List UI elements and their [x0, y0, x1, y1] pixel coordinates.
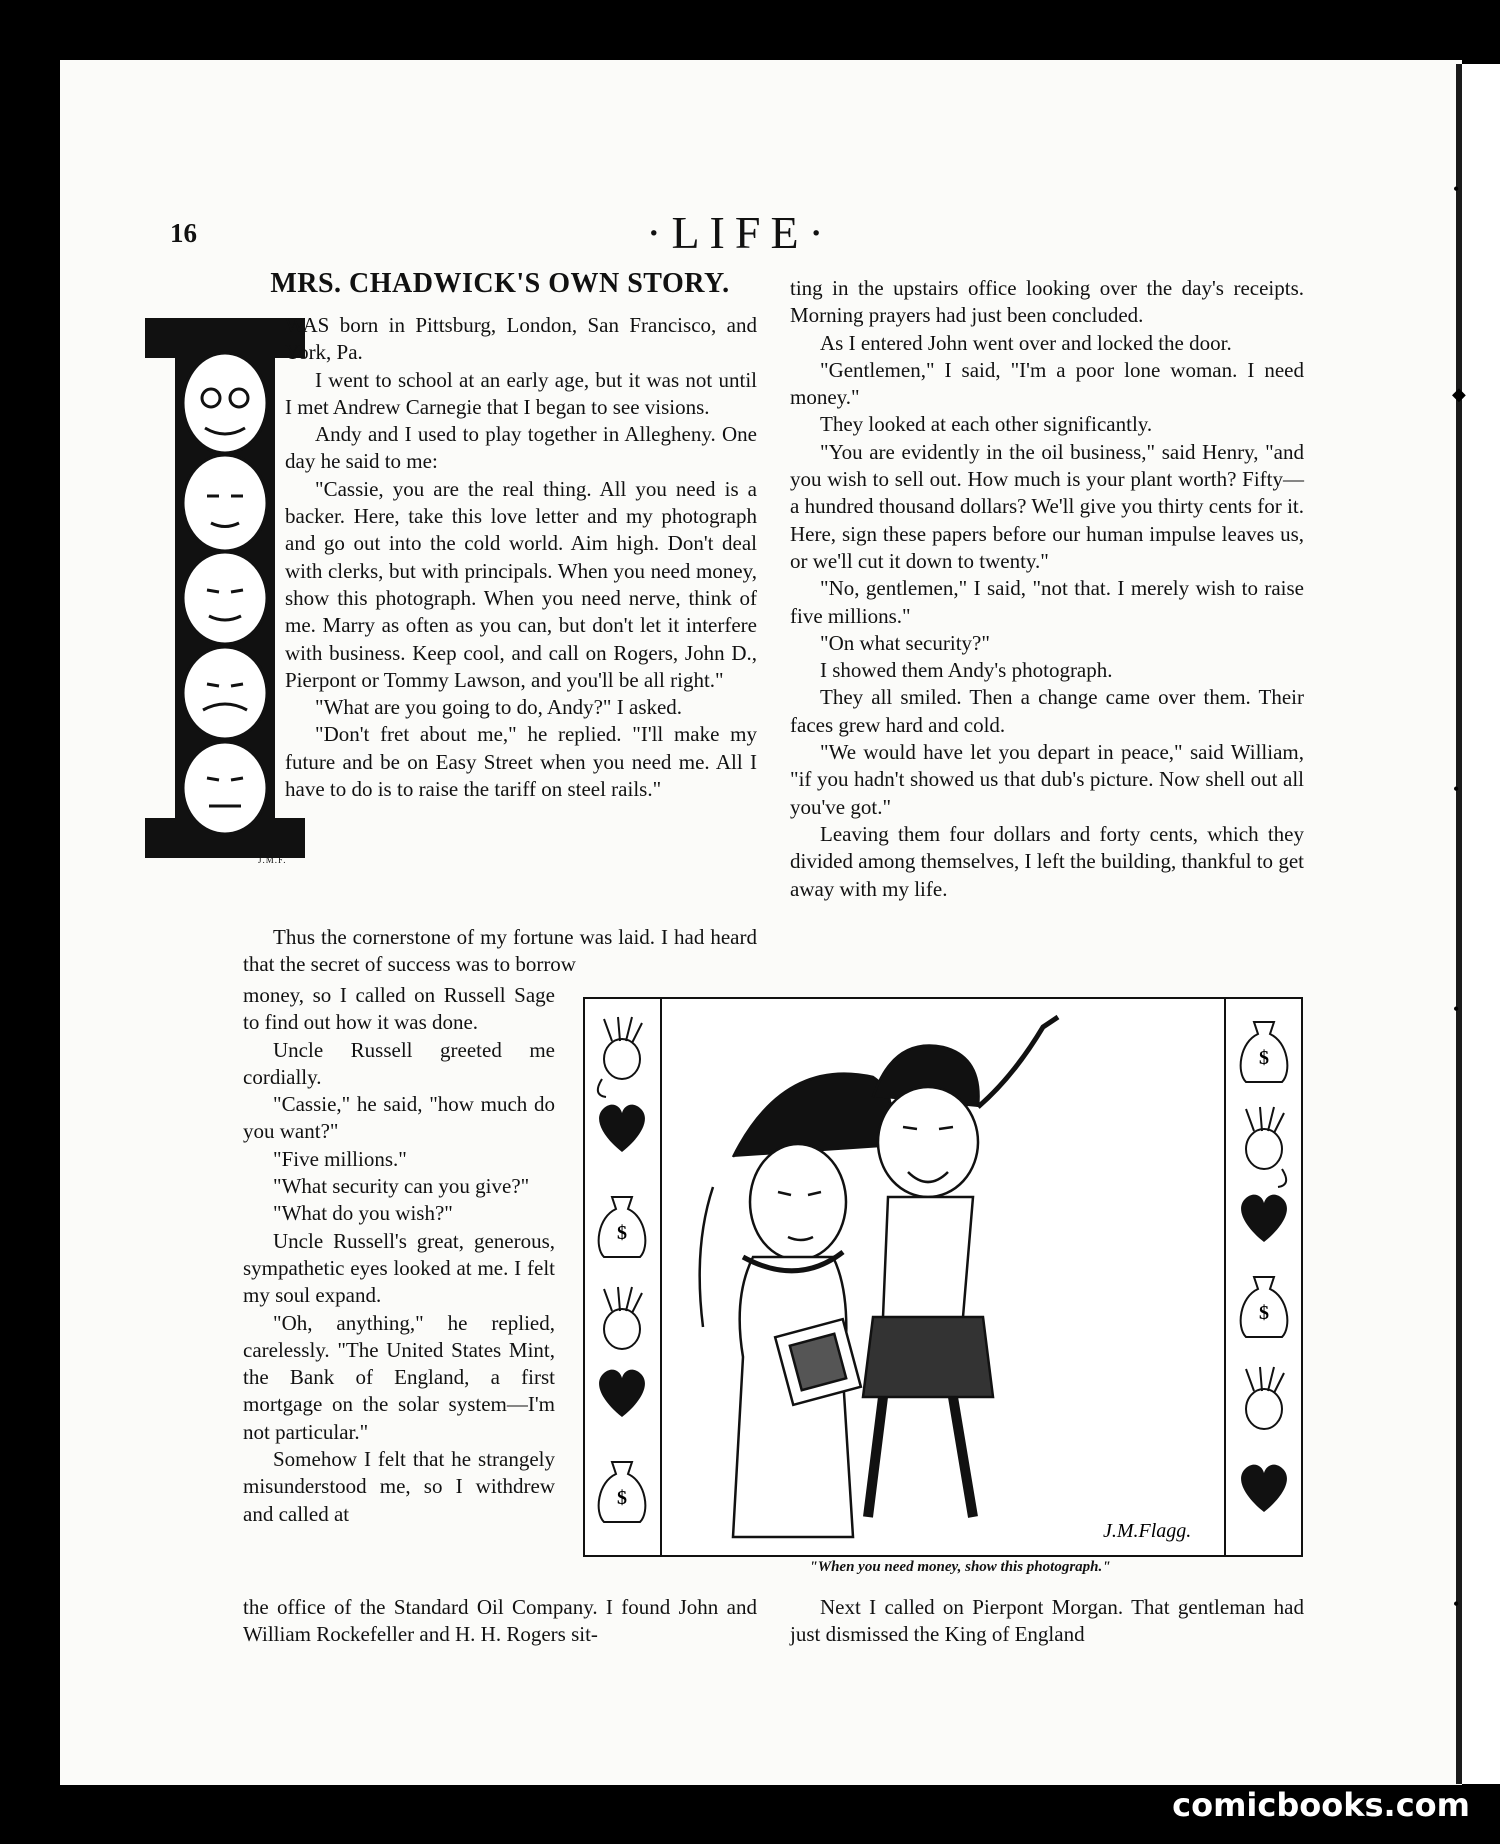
column-1-narrow — [243, 982, 555, 1528]
page-number: 16 — [170, 218, 197, 248]
cartoon-illustration — [583, 997, 1303, 1557]
paragraph: "On what security?" — [820, 630, 990, 655]
illustration-signature: J.M.Flagg. — [1103, 1520, 1192, 1542]
paragraph: "Oh, anything," he replied, carelessly. "The United States Mint, the Bank of England, a first mortgage on the solar system—I'm not particular." — [243, 1310, 555, 1444]
paragraph: money, so I called on Russell Sage to find out how it was done. — [243, 983, 555, 1035]
column-2-bottom — [790, 1594, 1304, 1649]
column-1-top — [285, 312, 757, 803]
watermark: comicbooks.com — [1172, 1786, 1470, 1824]
illustration-caption: "When you need money, show this photograph." — [809, 1559, 1111, 1575]
paragraph: As I entered John went over and locked the door. — [820, 330, 1232, 355]
article-title: MRS. CHADWICK'S OWN STORY. — [270, 268, 730, 299]
column-1-bottom — [243, 1594, 757, 1649]
drop-cap-signature: J.M.F. — [258, 855, 287, 865]
paragraph: "You are evidently in the oil business," said Henry, "and you wish to sell out. How much is your plant worth? Fifty—a hundred thousand dollars? We'll give you thirty cents for it. Here, sign these papers before our human impulse leaves us, or we'll cut it down to twenty." — [790, 439, 1304, 573]
registration-mark: • — [1453, 179, 1460, 199]
paragraph: Next I called on Pierpont Morgan. That gentleman had just dismissed the King of England — [790, 1595, 1304, 1647]
registration-mark: ◆ — [1452, 384, 1466, 404]
paragraph: Uncle Russell's great, generous, sympathetic eyes looked at me. I felt my soul expand. — [243, 1228, 555, 1308]
paragraph: WAS born in Pittsburg, London, San Francisco, and York, Pa. — [285, 313, 757, 365]
drop-cap-illustration — [145, 318, 305, 858]
paragraph: They looked at each other significantly. — [820, 412, 1153, 437]
next-page-edge — [1462, 64, 1500, 1784]
paragraph: "Don't fret about me," he replied. "I'll make my future and be on Easy Street when you need me. All I have to do is to raise the tariff on steel rails." — [285, 722, 757, 802]
paragraph: "What are you going to do, Andy?" I asked. — [315, 695, 683, 720]
paragraph: "What do you wish?" — [273, 1201, 453, 1226]
paragraph: Uncle Russell greeted me cordially. — [243, 1037, 555, 1089]
masthead: ·LIFE· — [646, 207, 834, 258]
paragraph: Somehow I felt that he strangely misunderstood me, so I withdrew and called at — [243, 1447, 555, 1526]
paragraph: Thus the cornerstone of my fortune was laid. I had heard that the secret of success was to borrow — [243, 925, 757, 977]
column-1-continued — [243, 924, 757, 979]
paragraph: "Gentlemen," I said, "I'm a poor lone woman. I need money." — [790, 357, 1304, 410]
paragraph: "We would have let you depart in peace," said William, "if you hadn't showed us that dub's picture. Now shell out all you've got." — [790, 740, 1304, 819]
paragraph: Andy and I used to play together in Allegheny. One day he said to me: — [285, 422, 757, 474]
svg-text:$: $ — [617, 1487, 627, 1509]
paragraph: ting in the upstairs office looking over the day's receipts. Morning prayers had just been concluded. — [790, 276, 1304, 328]
svg-text:$: $ — [1259, 1302, 1269, 1324]
svg-text:$: $ — [1259, 1047, 1269, 1069]
paragraph: I showed them Andy's photograph. — [820, 658, 1113, 683]
paragraph: "No, gentlemen," I said, "not that. I merely wish to raise five millions." — [790, 576, 1304, 628]
registration-mark: • — [1453, 1594, 1460, 1614]
paragraph: "Cassie, you are the real thing. All you need is a backer. Here, take this love letter and my photograph and go out into the cold world. Aim high. Don't deal with clerks, but with principals. When you need money, show this photograph. When you need nerve, think of me. Marry as often as you can, but don't let it interfere with business. Keep cool, and call on Rogers, John D., Pierpont or Tommy Lawson, and you'll be all right." — [285, 476, 757, 692]
paragraph: "Cassie," he said, "how much do you want?" — [243, 1092, 555, 1144]
paragraph: "What security can you give?" — [273, 1174, 530, 1199]
registration-mark: • — [1453, 999, 1460, 1019]
paragraph: "Five millions." — [273, 1146, 407, 1171]
paragraph: the office of the Standard Oil Company. I found John and William Rockefeller and H. H. Rogers sit- — [243, 1595, 757, 1647]
svg-text:$: $ — [617, 1222, 627, 1244]
column-2-top — [790, 275, 1304, 903]
registration-mark: • — [1453, 779, 1460, 799]
paragraph: Leaving them four dollars and forty cents, which they divided among themselves, I left the building, thankful to get away with my life. — [790, 821, 1304, 901]
paragraph: They all smiled. Then a change came over them. Their faces grew hard and cold. — [790, 685, 1304, 737]
paragraph: I went to school at an early age, but it was not until I met Andrew Carnegie that I began to see visions. — [285, 367, 757, 419]
